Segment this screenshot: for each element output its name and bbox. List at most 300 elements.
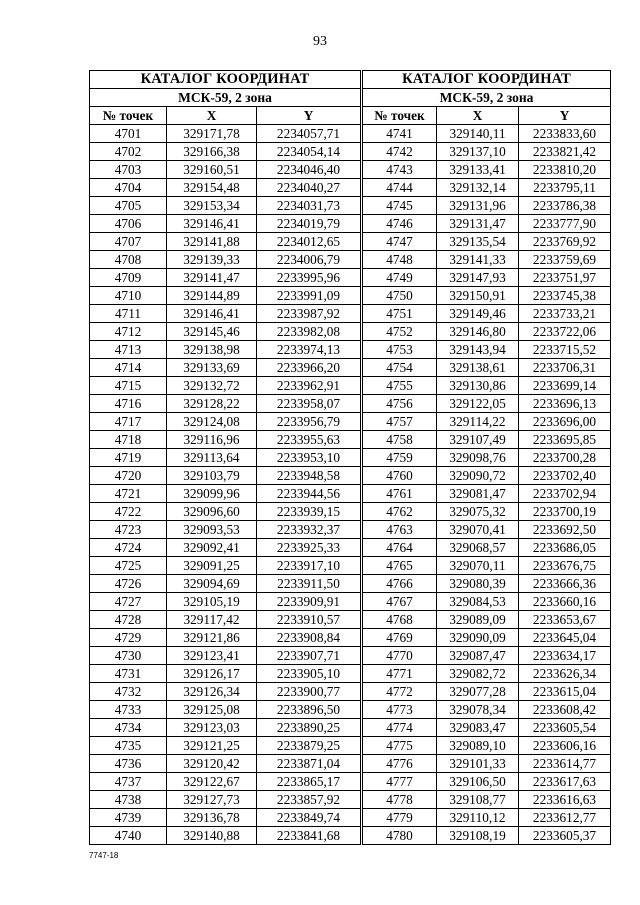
x-coordinate-cell: 329083,47	[437, 719, 519, 737]
y-coordinate-cell: 2233666,36	[519, 575, 611, 593]
point-number-cell: 4719	[90, 449, 167, 467]
table-row	[363, 125, 611, 143]
point-number-cell: 4743	[363, 161, 437, 179]
point-number-cell: 4738	[90, 791, 167, 809]
x-coordinate-cell: 329122,05	[437, 395, 519, 413]
x-coordinate-cell: 329121,25	[167, 737, 257, 755]
y-coordinate-cell: 2233605,54	[519, 719, 611, 737]
y-coordinate-cell: 2233865,17	[257, 773, 361, 791]
y-coordinate-cell: 2233696,00	[519, 413, 611, 431]
table-row	[90, 503, 361, 521]
x-coordinate-cell: 329092,41	[167, 539, 257, 557]
y-coordinate-cell: 2233645,04	[519, 629, 611, 647]
table-body	[363, 125, 611, 845]
point-number-cell: 4713	[90, 341, 167, 359]
point-number-cell: 4757	[363, 413, 437, 431]
table-row	[363, 773, 611, 791]
table-title: КАТАЛОГ КООРДИНАТ	[90, 71, 361, 89]
point-number-cell: 4746	[363, 215, 437, 233]
point-number-cell: 4737	[90, 773, 167, 791]
point-number-cell: 4730	[90, 647, 167, 665]
y-coordinate-cell: 2233962,91	[257, 377, 361, 395]
x-coordinate-cell: 329131,96	[437, 197, 519, 215]
y-coordinate-cell: 2233905,10	[257, 665, 361, 683]
point-number-cell: 4778	[363, 791, 437, 809]
x-coordinate-cell: 329139,33	[167, 251, 257, 269]
table-row	[90, 269, 361, 287]
point-number-cell: 4776	[363, 755, 437, 773]
table-row	[90, 143, 361, 161]
y-coordinate-cell: 2233706,31	[519, 359, 611, 377]
point-number-cell: 4780	[363, 827, 437, 845]
x-coordinate-cell: 329133,69	[167, 359, 257, 377]
point-number-cell: 4714	[90, 359, 167, 377]
table-row	[363, 575, 611, 593]
x-coordinate-cell: 329090,72	[437, 467, 519, 485]
table-row	[90, 791, 361, 809]
y-coordinate-cell: 2233890,25	[257, 719, 361, 737]
x-coordinate-cell: 329123,03	[167, 719, 257, 737]
table-row	[90, 215, 361, 233]
point-number-cell: 4740	[90, 827, 167, 845]
point-number-cell: 4758	[363, 431, 437, 449]
point-number-cell: 4756	[363, 395, 437, 413]
table-row	[90, 413, 361, 431]
y-coordinate-cell: 2233700,19	[519, 503, 611, 521]
table-row	[90, 341, 361, 359]
column-header-y: Y	[257, 107, 361, 125]
point-number-cell: 4732	[90, 683, 167, 701]
table-row	[90, 323, 361, 341]
x-coordinate-cell: 329138,98	[167, 341, 257, 359]
point-number-cell: 4718	[90, 431, 167, 449]
table-row	[363, 683, 611, 701]
point-number-cell: 4703	[90, 161, 167, 179]
table-row	[363, 449, 611, 467]
point-number-cell: 4734	[90, 719, 167, 737]
page-number: 93	[313, 34, 327, 49]
table-row	[363, 215, 611, 233]
table-row	[363, 737, 611, 755]
table-row	[90, 125, 361, 143]
x-coordinate-cell: 329128,22	[167, 395, 257, 413]
x-coordinate-cell: 329106,50	[437, 773, 519, 791]
table-row	[363, 305, 611, 323]
y-coordinate-cell: 2233692,50	[519, 521, 611, 539]
y-coordinate-cell: 2233715,52	[519, 341, 611, 359]
point-number-cell: 4745	[363, 197, 437, 215]
table-row	[90, 395, 361, 413]
y-coordinate-cell: 2233626,34	[519, 665, 611, 683]
point-number-cell: 4739	[90, 809, 167, 827]
point-number-cell: 4728	[90, 611, 167, 629]
point-number-cell: 4765	[363, 557, 437, 575]
table-row	[90, 521, 361, 539]
table-row	[363, 377, 611, 395]
x-coordinate-cell: 329094,69	[167, 575, 257, 593]
y-coordinate-cell: 2233608,42	[519, 701, 611, 719]
y-coordinate-cell: 2233955,63	[257, 431, 361, 449]
point-number-cell: 4777	[363, 773, 437, 791]
x-coordinate-cell: 329096,60	[167, 503, 257, 521]
y-coordinate-cell: 2233857,92	[257, 791, 361, 809]
x-coordinate-cell: 329138,61	[437, 359, 519, 377]
point-number-cell: 4770	[363, 647, 437, 665]
point-number-cell: 4760	[363, 467, 437, 485]
point-number-cell: 4704	[90, 179, 167, 197]
table-row	[363, 485, 611, 503]
x-coordinate-cell: 329105,19	[167, 593, 257, 611]
table-row	[90, 359, 361, 377]
x-coordinate-cell: 329141,88	[167, 233, 257, 251]
point-number-cell: 4772	[363, 683, 437, 701]
column-header-point-number: № точек	[363, 107, 437, 125]
table-row	[363, 161, 611, 179]
x-coordinate-cell: 329133,41	[437, 161, 519, 179]
point-number-cell: 4729	[90, 629, 167, 647]
x-coordinate-cell: 329135,54	[437, 233, 519, 251]
point-number-cell: 4722	[90, 503, 167, 521]
table-row	[363, 503, 611, 521]
y-coordinate-cell: 2233958,07	[257, 395, 361, 413]
x-coordinate-cell: 329091,25	[167, 557, 257, 575]
x-coordinate-cell: 329082,72	[437, 665, 519, 683]
x-coordinate-cell: 329130,86	[437, 377, 519, 395]
point-number-cell: 4771	[363, 665, 437, 683]
table-row	[363, 791, 611, 809]
y-coordinate-cell: 2234057,71	[257, 125, 361, 143]
point-number-cell: 4735	[90, 737, 167, 755]
x-coordinate-cell: 329077,28	[437, 683, 519, 701]
x-coordinate-cell: 329089,10	[437, 737, 519, 755]
point-number-cell: 4733	[90, 701, 167, 719]
y-coordinate-cell: 2233896,50	[257, 701, 361, 719]
x-coordinate-cell: 329144,89	[167, 287, 257, 305]
y-coordinate-cell: 2233810,20	[519, 161, 611, 179]
x-coordinate-cell: 329141,47	[167, 269, 257, 287]
column-header-y: Y	[519, 107, 611, 125]
y-coordinate-cell: 2233696,13	[519, 395, 611, 413]
point-number-cell: 4761	[363, 485, 437, 503]
y-coordinate-cell: 2233605,37	[519, 827, 611, 845]
table-row	[363, 827, 611, 845]
table-row	[363, 359, 611, 377]
x-coordinate-cell: 329114,22	[437, 413, 519, 431]
y-coordinate-cell: 2234019,79	[257, 215, 361, 233]
y-coordinate-cell: 2234046,40	[257, 161, 361, 179]
x-coordinate-cell: 329146,41	[167, 305, 257, 323]
x-coordinate-cell: 329093,53	[167, 521, 257, 539]
table-row	[363, 179, 611, 197]
table-row	[363, 701, 611, 719]
y-coordinate-cell: 2233614,77	[519, 755, 611, 773]
table-row	[363, 341, 611, 359]
x-coordinate-cell: 329149,46	[437, 305, 519, 323]
table-row	[90, 629, 361, 647]
y-coordinate-cell: 2233702,94	[519, 485, 611, 503]
point-number-cell: 4701	[90, 125, 167, 143]
x-coordinate-cell: 329124,08	[167, 413, 257, 431]
x-coordinate-cell: 329166,38	[167, 143, 257, 161]
y-coordinate-cell: 2233786,38	[519, 197, 611, 215]
table-row	[363, 467, 611, 485]
point-number-cell: 4742	[363, 143, 437, 161]
point-number-cell: 4744	[363, 179, 437, 197]
point-number-cell: 4716	[90, 395, 167, 413]
y-coordinate-cell: 2233777,90	[519, 215, 611, 233]
x-coordinate-cell: 329123,41	[167, 647, 257, 665]
table-row	[90, 701, 361, 719]
x-coordinate-cell: 329098,76	[437, 449, 519, 467]
y-coordinate-cell: 2233995,96	[257, 269, 361, 287]
table-row	[363, 251, 611, 269]
y-coordinate-cell: 2233660,16	[519, 593, 611, 611]
table-row	[363, 629, 611, 647]
point-number-cell: 4752	[363, 323, 437, 341]
table-row	[90, 539, 361, 557]
y-coordinate-cell: 2233751,97	[519, 269, 611, 287]
table-row	[90, 179, 361, 197]
point-number-cell: 4724	[90, 539, 167, 557]
point-number-cell: 4764	[363, 539, 437, 557]
table-row	[363, 539, 611, 557]
table-row	[363, 611, 611, 629]
y-coordinate-cell: 2233925,33	[257, 539, 361, 557]
y-coordinate-cell: 2234040,27	[257, 179, 361, 197]
y-coordinate-cell: 2233653,67	[519, 611, 611, 629]
x-coordinate-cell: 329150,91	[437, 287, 519, 305]
x-coordinate-cell: 329101,33	[437, 755, 519, 773]
table-row	[90, 737, 361, 755]
point-number-cell: 4759	[363, 449, 437, 467]
x-coordinate-cell: 329146,80	[437, 323, 519, 341]
y-coordinate-cell: 2233617,63	[519, 773, 611, 791]
document-code: 7747-18	[89, 851, 119, 860]
x-coordinate-cell: 329126,34	[167, 683, 257, 701]
y-coordinate-cell: 2233699,14	[519, 377, 611, 395]
x-coordinate-cell: 329171,78	[167, 125, 257, 143]
x-coordinate-cell: 329126,17	[167, 665, 257, 683]
y-coordinate-cell: 2233695,85	[519, 431, 611, 449]
y-coordinate-cell: 2233612,77	[519, 809, 611, 827]
table-body	[90, 125, 361, 845]
x-coordinate-cell: 329125,08	[167, 701, 257, 719]
table-row	[90, 449, 361, 467]
y-coordinate-cell: 2233841,68	[257, 827, 361, 845]
x-coordinate-cell: 329146,41	[167, 215, 257, 233]
y-coordinate-cell: 2233759,69	[519, 251, 611, 269]
x-coordinate-cell: 329070,41	[437, 521, 519, 539]
table-row	[363, 323, 611, 341]
table-row	[90, 485, 361, 503]
point-number-cell: 4763	[363, 521, 437, 539]
y-coordinate-cell: 2233769,92	[519, 233, 611, 251]
column-header-x: X	[167, 107, 257, 125]
x-coordinate-cell: 329110,12	[437, 809, 519, 827]
y-coordinate-cell: 2233700,28	[519, 449, 611, 467]
x-coordinate-cell: 329145,46	[167, 323, 257, 341]
y-coordinate-cell: 2234012,65	[257, 233, 361, 251]
point-number-cell: 4766	[363, 575, 437, 593]
y-coordinate-cell: 2233982,08	[257, 323, 361, 341]
y-coordinate-cell: 2233900,77	[257, 683, 361, 701]
table-row	[90, 467, 361, 485]
point-number-cell: 4720	[90, 467, 167, 485]
table-row	[363, 647, 611, 665]
table-row	[90, 287, 361, 305]
x-coordinate-cell: 329141,33	[437, 251, 519, 269]
table-row	[90, 683, 361, 701]
y-coordinate-cell: 2233948,58	[257, 467, 361, 485]
point-number-cell: 4748	[363, 251, 437, 269]
x-coordinate-cell: 329087,47	[437, 647, 519, 665]
column-header-point-number: № точек	[90, 107, 167, 125]
table-row	[363, 143, 611, 161]
y-coordinate-cell: 2233722,06	[519, 323, 611, 341]
point-number-cell: 4754	[363, 359, 437, 377]
x-coordinate-cell: 329122,67	[167, 773, 257, 791]
y-coordinate-cell: 2233908,84	[257, 629, 361, 647]
x-coordinate-cell: 329108,19	[437, 827, 519, 845]
point-number-cell: 4741	[363, 125, 437, 143]
x-coordinate-cell: 329153,34	[167, 197, 257, 215]
table-row	[363, 233, 611, 251]
y-coordinate-cell: 2233849,74	[257, 809, 361, 827]
table-row	[363, 395, 611, 413]
table-row	[363, 755, 611, 773]
point-number-cell: 4709	[90, 269, 167, 287]
point-number-cell: 4726	[90, 575, 167, 593]
coordinate-catalog-table-left	[89, 70, 361, 845]
x-coordinate-cell: 329131,47	[437, 215, 519, 233]
table-title: КАТАЛОГ КООРДИНАТ	[363, 71, 611, 89]
table-row	[363, 809, 611, 827]
point-number-cell: 4706	[90, 215, 167, 233]
x-coordinate-cell: 329154,48	[167, 179, 257, 197]
table-row	[363, 269, 611, 287]
point-number-cell: 4715	[90, 377, 167, 395]
table-row	[90, 377, 361, 395]
column-header-x: X	[437, 107, 519, 125]
x-coordinate-cell: 329147,93	[437, 269, 519, 287]
y-coordinate-cell: 2233634,17	[519, 647, 611, 665]
y-coordinate-cell: 2233987,92	[257, 305, 361, 323]
point-number-cell: 4705	[90, 197, 167, 215]
x-coordinate-cell: 329121,86	[167, 629, 257, 647]
point-number-cell: 4747	[363, 233, 437, 251]
point-number-cell: 4736	[90, 755, 167, 773]
y-coordinate-cell: 2233991,09	[257, 287, 361, 305]
y-coordinate-cell: 2233966,20	[257, 359, 361, 377]
y-coordinate-cell: 2234054,14	[257, 143, 361, 161]
x-coordinate-cell: 329120,42	[167, 755, 257, 773]
point-number-cell: 4751	[363, 305, 437, 323]
y-coordinate-cell: 2233615,04	[519, 683, 611, 701]
point-number-cell: 4768	[363, 611, 437, 629]
point-number-cell: 4721	[90, 485, 167, 503]
table-row	[90, 575, 361, 593]
point-number-cell: 4767	[363, 593, 437, 611]
x-coordinate-cell: 329090,09	[437, 629, 519, 647]
table-row	[363, 719, 611, 737]
x-coordinate-cell: 329140,11	[437, 125, 519, 143]
table-row	[90, 809, 361, 827]
x-coordinate-cell: 329108,77	[437, 791, 519, 809]
table-row	[90, 719, 361, 737]
table-row	[363, 521, 611, 539]
y-coordinate-cell: 2233953,10	[257, 449, 361, 467]
table-row	[363, 665, 611, 683]
table-row	[90, 161, 361, 179]
x-coordinate-cell: 329107,49	[437, 431, 519, 449]
point-number-cell: 4750	[363, 287, 437, 305]
y-coordinate-cell: 2233686,05	[519, 539, 611, 557]
table-row	[363, 197, 611, 215]
y-coordinate-cell: 2233616,63	[519, 791, 611, 809]
y-coordinate-cell: 2233932,37	[257, 521, 361, 539]
table-row	[90, 305, 361, 323]
point-number-cell: 4731	[90, 665, 167, 683]
point-number-cell: 4753	[363, 341, 437, 359]
x-coordinate-cell: 329160,51	[167, 161, 257, 179]
point-number-cell: 4725	[90, 557, 167, 575]
point-number-cell: 4769	[363, 629, 437, 647]
x-coordinate-cell: 329136,78	[167, 809, 257, 827]
table-row	[90, 251, 361, 269]
point-number-cell: 4727	[90, 593, 167, 611]
y-coordinate-cell: 2233871,04	[257, 755, 361, 773]
y-coordinate-cell: 2233939,15	[257, 503, 361, 521]
x-coordinate-cell: 329143,94	[437, 341, 519, 359]
x-coordinate-cell: 329103,79	[167, 467, 257, 485]
y-coordinate-cell: 2233944,56	[257, 485, 361, 503]
table-row	[363, 287, 611, 305]
x-coordinate-cell: 329081,47	[437, 485, 519, 503]
table-row	[363, 557, 611, 575]
x-coordinate-cell: 329127,73	[167, 791, 257, 809]
point-number-cell: 4723	[90, 521, 167, 539]
point-number-cell: 4702	[90, 143, 167, 161]
table-row	[90, 611, 361, 629]
table-row	[90, 197, 361, 215]
table-row	[90, 773, 361, 791]
y-coordinate-cell: 2233745,38	[519, 287, 611, 305]
point-number-cell: 4773	[363, 701, 437, 719]
table-row	[90, 665, 361, 683]
table-zone: МСК-59, 2 зона	[90, 89, 361, 107]
x-coordinate-cell: 329113,64	[167, 449, 257, 467]
x-coordinate-cell: 329078,34	[437, 701, 519, 719]
point-number-cell: 4774	[363, 719, 437, 737]
y-coordinate-cell: 2234031,73	[257, 197, 361, 215]
x-coordinate-cell: 329075,32	[437, 503, 519, 521]
coordinate-catalog-table-right	[362, 70, 611, 845]
y-coordinate-cell: 2233879,25	[257, 737, 361, 755]
x-coordinate-cell: 329070,11	[437, 557, 519, 575]
x-coordinate-cell: 329117,42	[167, 611, 257, 629]
point-number-cell: 4707	[90, 233, 167, 251]
point-number-cell: 4775	[363, 737, 437, 755]
table-row	[363, 431, 611, 449]
y-coordinate-cell: 2233910,57	[257, 611, 361, 629]
table-row	[90, 647, 361, 665]
y-coordinate-cell: 2234006,79	[257, 251, 361, 269]
point-number-cell: 4711	[90, 305, 167, 323]
x-coordinate-cell: 329132,14	[437, 179, 519, 197]
x-coordinate-cell: 329140,88	[167, 827, 257, 845]
y-coordinate-cell: 2233821,42	[519, 143, 611, 161]
x-coordinate-cell: 329068,57	[437, 539, 519, 557]
